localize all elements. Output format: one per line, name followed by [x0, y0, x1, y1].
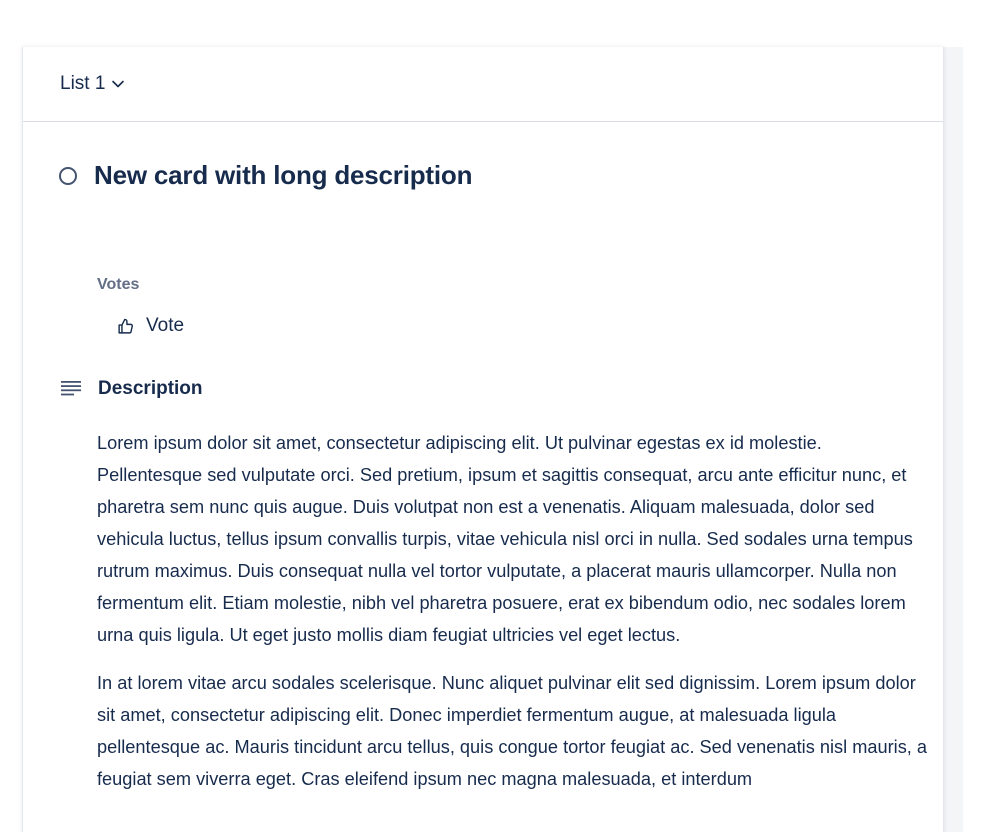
description-paragraph: Lorem ipsum dolor sit amet, consectetur adipiscing elit. Ut pulvinar egestas ex id molestie. Pellentesque sed vulputate orci. Sed pretium, ipsum et sagittis consequat, arcu ante efficitur nunc, et pharetra sem nunc quis augue. Duis volutpat non est a venenatis. Aliquam malesuada, dolor sed vehicula luctus, tellus ipsum convallis turpis, vitae vehicula nisl orci in nulla. Sed sodales urna tempus rutrum maximus. Duis consequat nulla vel tortor vulputate, a placerat mauris ullamcorper. Nulla non fermentum elit. Etiam molestie, nibh vel pharetra posuere, erat ex bibendum odio, nec sodales lorem urna quis ligula. Ut eget justo mollis diam feugiat ultricies vel eget lectus.	[97, 433, 913, 645]
list-selector-button[interactable]	[60, 73, 125, 95]
chevron-down-icon	[111, 77, 125, 91]
description-heading: Description	[98, 378, 203, 399]
vote-button[interactable]	[113, 313, 188, 339]
background-panel	[943, 47, 963, 832]
vote-button-label: Vote	[146, 315, 185, 336]
card-title[interactable]: New card with long description	[94, 160, 473, 190]
align-left-icon	[60, 380, 82, 398]
card-title-row	[58, 160, 472, 191]
card-header	[23, 47, 943, 122]
votes-label: Votes	[97, 276, 140, 293]
list-selector-label: List 1	[60, 73, 106, 94]
circle-icon[interactable]	[59, 167, 77, 185]
card-detail-panel	[22, 47, 944, 832]
thumbs-up-icon	[117, 318, 134, 335]
description-paragraph: In at lorem vitae arcu sodales scelerisque. Nunc aliquet pulvinar elit sed dignissim. Lorem ipsum dolor sit amet, consectetur adipiscing elit. Donec imperdiet fermentum augue, at malesuada ligula pellentesque ac. Mauris tincidunt arcu tellus, quis congue tortor feugiat ac. Sed venenatis nisl mauris, a feugiat sem viverra eget. Cras eleifend ipsum nec magna malesuada, et interdum	[97, 673, 928, 789]
description-header	[60, 378, 203, 400]
description-body[interactable]	[97, 427, 927, 811]
